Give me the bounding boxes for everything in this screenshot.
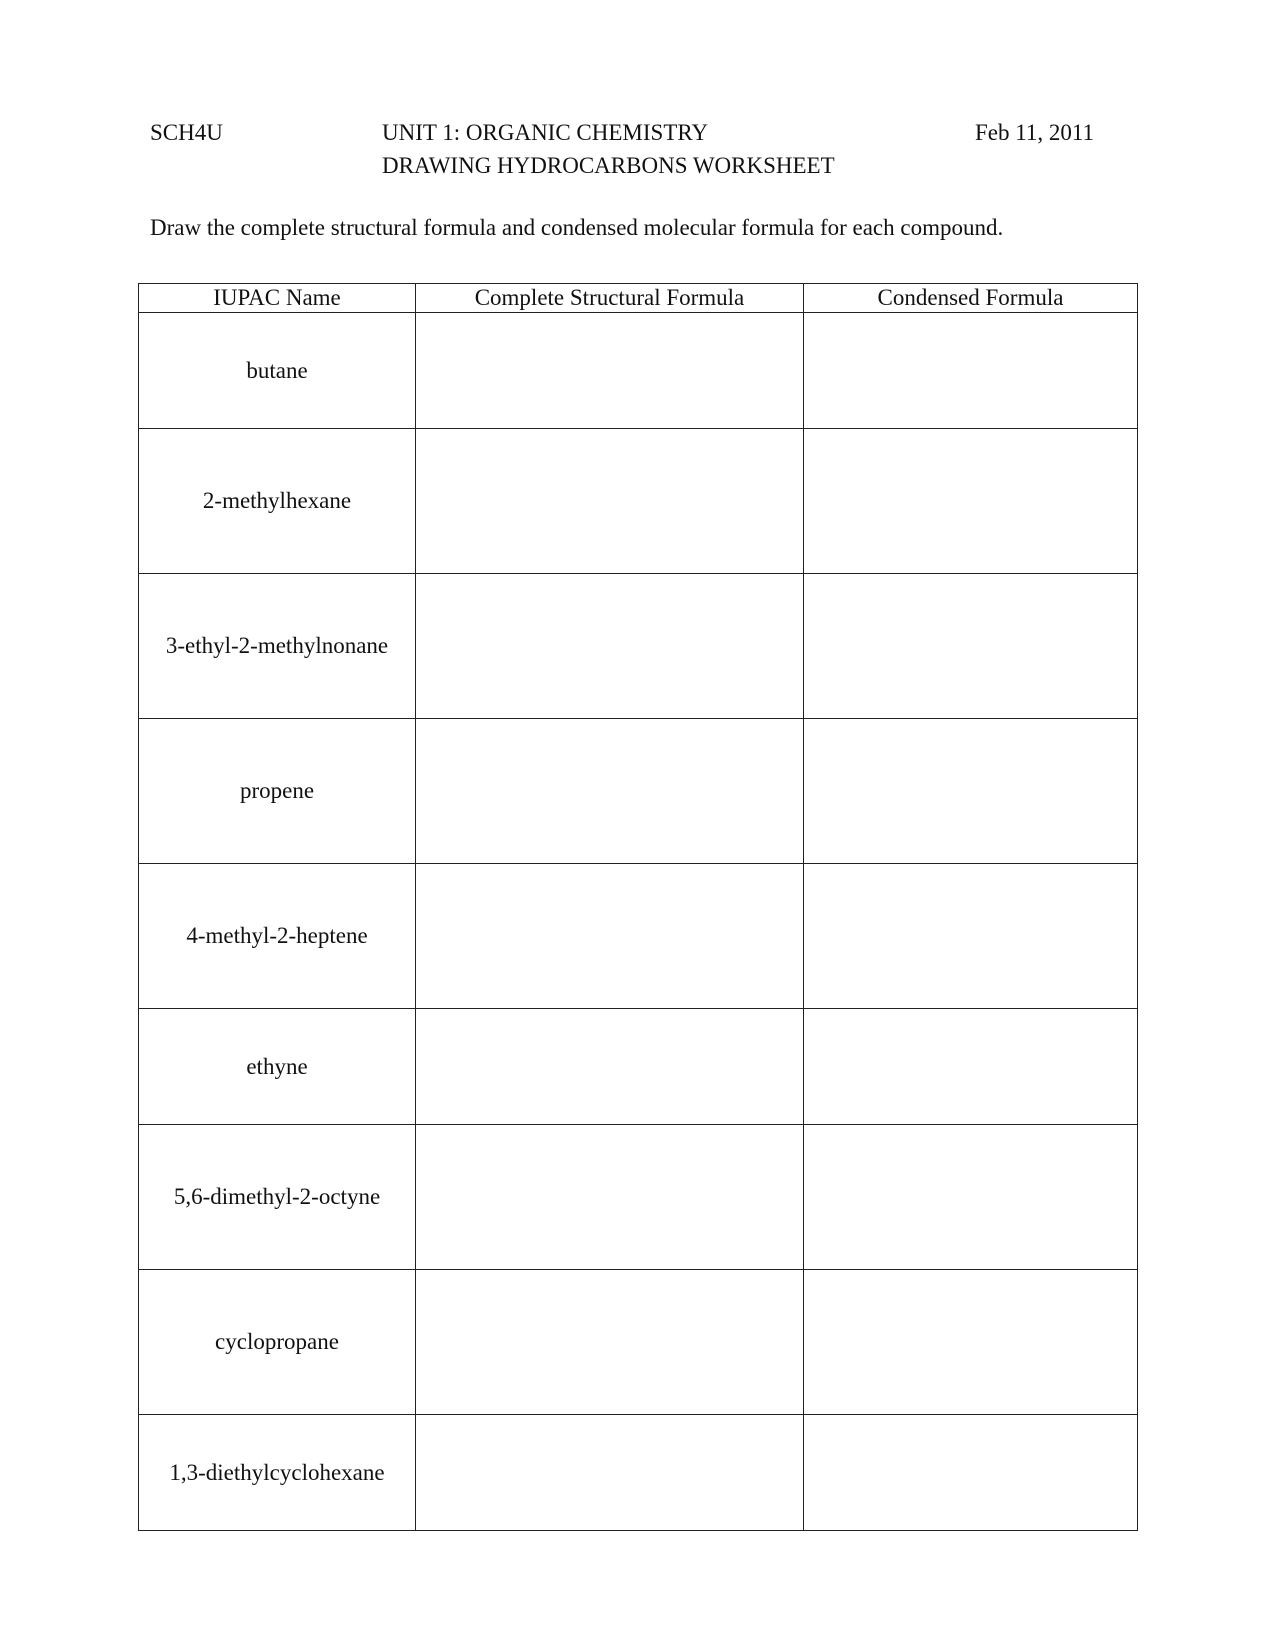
condensed-formula-cell[interactable]: [804, 1270, 1138, 1415]
worksheet-date: Feb 11, 2011: [975, 120, 1095, 145]
condensed-formula-cell[interactable]: [804, 864, 1138, 1009]
table-row: [139, 1415, 1138, 1531]
structural-formula-cell[interactable]: [416, 719, 804, 864]
title-block: [382, 116, 835, 182]
compound-name: butane: [139, 313, 416, 429]
table-row: [139, 719, 1138, 864]
instructions: Draw the complete structural formula and condensed molecular formula for each compound.: [150, 215, 1004, 240]
course-code: SCH4U: [150, 120, 223, 145]
compound-name: 4-methyl-2-heptene: [139, 864, 416, 1009]
compound-name: 2-methylhexane: [139, 429, 416, 574]
table-row: [139, 313, 1138, 429]
table-row: [139, 1125, 1138, 1270]
condensed-formula-cell[interactable]: [804, 1415, 1138, 1531]
unit-title: UNIT 1: ORGANIC CHEMISTRY: [382, 120, 709, 145]
compound-name: cyclopropane: [139, 1270, 416, 1415]
table-row: [139, 429, 1138, 574]
structural-formula-cell[interactable]: [416, 1415, 804, 1531]
compound-name: propene: [139, 719, 416, 864]
condensed-formula-cell[interactable]: [804, 313, 1138, 429]
compound-name: 1,3-diethylcyclohexane: [139, 1415, 416, 1531]
table-row: [139, 1009, 1138, 1125]
compound-name: 3-ethyl-2-methylnonane: [139, 574, 416, 719]
structural-formula-cell[interactable]: [416, 313, 804, 429]
table-header-row: [139, 284, 1138, 313]
condensed-formula-cell[interactable]: [804, 429, 1138, 574]
table-row: [139, 574, 1138, 719]
column-header-structural-formula: Complete Structural Formula: [416, 284, 804, 313]
condensed-formula-cell[interactable]: [804, 1125, 1138, 1270]
structural-formula-cell[interactable]: [416, 1270, 804, 1415]
structural-formula-cell[interactable]: [416, 864, 804, 1009]
structural-formula-cell[interactable]: [416, 574, 804, 719]
structural-formula-cell[interactable]: [416, 1009, 804, 1125]
worksheet-table: [138, 283, 1138, 1531]
worksheet-title: DRAWING HYDROCARBONS WORKSHEET: [382, 153, 835, 178]
table-row: [139, 1270, 1138, 1415]
column-header-condensed-formula: Condensed Formula: [804, 284, 1138, 313]
condensed-formula-cell[interactable]: [804, 719, 1138, 864]
table-row: [139, 864, 1138, 1009]
condensed-formula-cell[interactable]: [804, 574, 1138, 719]
structural-formula-cell[interactable]: [416, 429, 804, 574]
condensed-formula-cell[interactable]: [804, 1009, 1138, 1125]
column-header-iupac-name: IUPAC Name: [139, 284, 416, 313]
structural-formula-cell[interactable]: [416, 1125, 804, 1270]
compound-name: 5,6-dimethyl-2-octyne: [139, 1125, 416, 1270]
compound-name: ethyne: [139, 1009, 416, 1125]
